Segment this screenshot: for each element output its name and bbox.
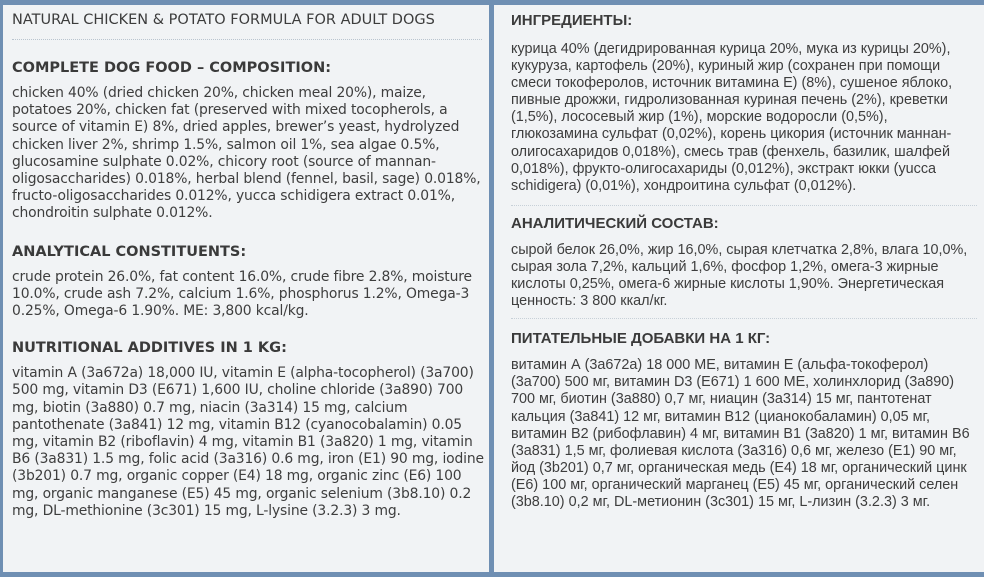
additives-text: vitamin A (3a672a) 18,000 IU, vitamin E (alpha-tocopherol) (3a700) 500 mg, vitamin D3 (E671) 1,600 IU, choline chloride (3a890) 700 mg, biotin (3a880) 0.7 mg, niacin (3a314) 15 mg, calcium pantothenate (3a841) 12 mg, vitamin B12 (cyanocobalamin) 0.05 mg, vitamin B2 (riboflavin) 4 mg, vitamin B1 (3a820) 1 mg, vitamin B6 (3a831) 1.5 mg, folic acid (3a316) 0.6 mg, iron (E1) 90 mg, iodine (3b201) 0.7 mg, organic copper (E4) 18 mg, organic zinc (E6) 100 mg, organic manganese (E5) 45 mg, organic selenium (3b8.10) 0.2 mg, DL-methionine (3c301) 15 mg, L-lysine (3.2.3) 3 mg.	[12, 365, 484, 519]
ingredients-heading: ИНГРЕДИЕНТЫ:	[511, 12, 633, 29]
additives-text-ru: витамин А (3а672а) 18 000 МЕ, витамин Е (альфа-токоферол) (3а700) 500 мг, витамин D3 (E671) 1 600 МЕ, холинхлорид (3а890) 700 мг, биотин (3а880) 0,7 мг, ниацин (3а314) 15 мг, пантотенат кальция (3а841) 12 мг, витамин В12 (цианокобаламин) 0,05 мг, витамин В2 (рибофлавин) 4 мг, витамин В1 (3а820) 1 мг, витамин В6 (3а831) 1,5 мг, фолиевая кислота (3а316) 0,6 мг, железо (Е1) 90 мг, йод (3b201) 0,7 мг, органическая медь (Е4) 18 мг, органический цинк (Е6) 100 мг, органический марганец (Е5) 45 мг, органический селен (3b8.10) 0,2 мг, DL-метионин (3с301) 15 мг, L-лизин (3.2.3) 3 мг.	[511, 357, 970, 510]
section-separator	[511, 318, 977, 319]
column-divider	[489, 0, 494, 577]
section-separator	[511, 205, 977, 206]
additives-heading: NUTRITIONAL ADDITIVES IN 1 KG:	[12, 340, 287, 357]
product-title: NATURAL CHICKEN & POTATO FORMULA FOR ADULT DOGS	[12, 12, 435, 28]
ingredients-text: курица 40% (дегидрированная курица 20%, мука из курицы 20%), кукуруза, картофель (20%), куриный жир (сохранен при помощи смеси токоферолов, источник витамина Е) (8%), сушеное яблоко, пивные дрожжи, гидролизованная куриная печень (2%), креветки (1,5%), лососевый жир (1%), морские водоросли (0,5%), глюкозамина сульфат (0,02%), корень цикория (источник маннан-олигосахаридов 0,018%), смесь трав (фенхель, базилик, шалфей 0,018%), фрукто-олигосахариды (0,012%), экстракт юкки (yucca schidigera) (0,01%), хондроитина сульфат (0,012%).	[511, 41, 953, 194]
additives-heading-ru: ПИТАТЕЛЬНЫЕ ДОБАВКИ НА 1 КГ:	[511, 330, 771, 348]
composition-heading: COMPLETE DOG FOOD – COMPOSITION:	[12, 60, 331, 76]
analytical-heading-ru: АНАЛИТИЧЕСКИЙ СОСТАВ:	[511, 214, 719, 232]
composition-text: chicken 40% (dried chicken 20%, chicken meal 20%), maize, potatoes 20%, chicken fat (preserved with mixed tocopherols, a source of vitamin E) 8%, dried apples, brewer’s yeast, hydrolyzed chicken liver 2%, shrimp 1.5%, salmon oil 1%, sea algae 0.5%, glucosamine sulphate 0.02%, chicory root (source of mannan-oligosaccharides) 0.018%, herbal blend (fennel, basil, sage) 0.018%, fructo-oligosaccharides 0.012%, yucca schidigera extract 0.01%, chondroitin sulphate 0.012%.	[12, 85, 481, 222]
analytical-heading: ANALYTICAL CONSTITUENTS:	[12, 243, 247, 260]
analytical-text: crude protein 26.0%, fat content 16.0%, crude fibre 2.8%, moisture 10.0%, crude ash 7.2%, calcium 1.6%, phosphorus 1.2%, Omega-3 0.25%, Omega-6 1.90%. ME: 3,800 kcal/kg.	[12, 268, 472, 320]
analytical-text-ru: сырой белок 26,0%, жир 16,0%, сырая клетчатка 2,8%, влага 10,0%, сырая зола 7,2%, кальций 1,6%, фосфор 1,2%, омега-3 жирные кислоты 0,25%, омега-6 жирные кислоты 1,90%. Энергетическая ценность: 3 800 ккал/кг.	[511, 241, 968, 310]
english-column	[12, 5, 484, 572]
title-separator	[12, 39, 482, 40]
russian-column	[511, 5, 977, 572]
